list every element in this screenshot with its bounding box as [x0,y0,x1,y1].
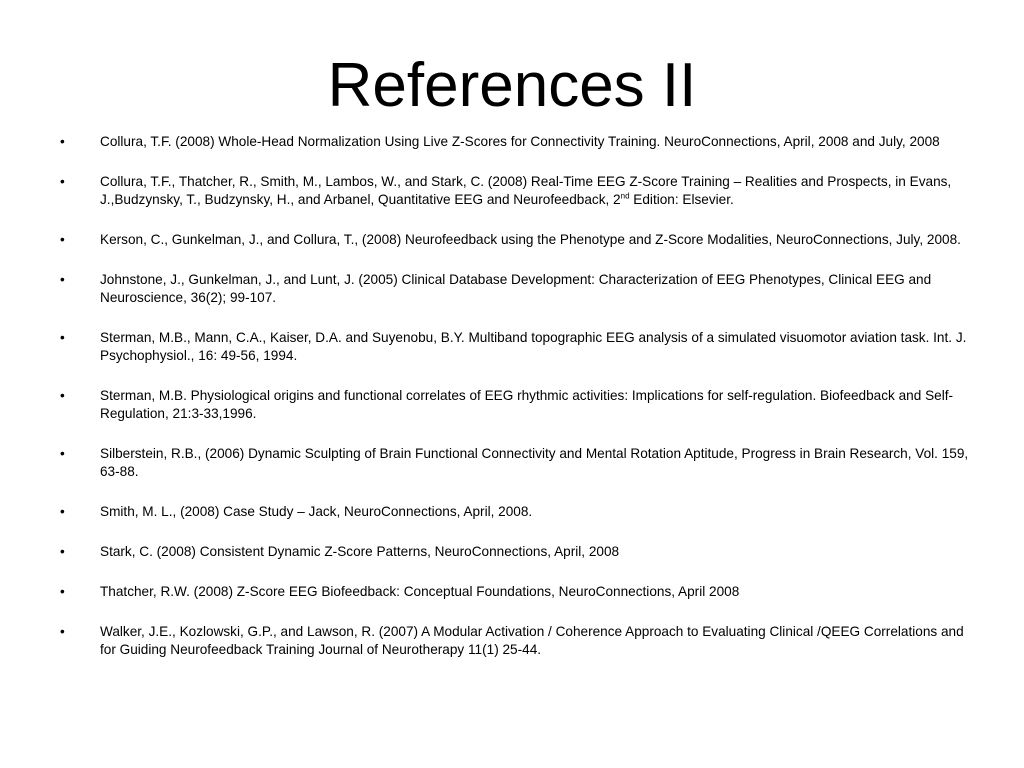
reference-item [60,271,970,307]
reference-list [60,133,970,681]
reference-text: Smith, M. L., (2008) Case Study – Jack, NeuroConnections, April, 2008. [100,504,533,519]
reference-text: Collura, T.F. (2008) Whole-Head Normalization Using Live Z-Scores for Connectivity Training. NeuroConnections, April, 2008 and July, 2008 [100,134,940,149]
bullet-icon: • [60,388,65,403]
reference-text: Walker, J.E., Kozlowski, G.P., and Lawson, R. (2007) A Modular Activation / Coherence Approach to Evaluating Clinical /QEEG Correlations and for Guiding Neurofeedback Training Journal of Neurotherapy 11(1) 25-44. [100,624,964,657]
ordinal-superscript: nd [620,191,630,201]
bullet-icon: • [60,624,65,639]
reference-item [60,623,970,659]
bullet-icon: • [60,446,65,461]
bullet-icon: • [60,174,65,189]
reference-item [60,583,970,601]
reference-text: Thatcher, R.W. (2008) Z-Score EEG Biofeedback: Conceptual Foundations, NeuroConnections, April 2008 [100,584,740,599]
bullet-icon: • [60,232,65,247]
reference-text: Kerson, C., Gunkelman, J., and Collura, T., (2008) Neurofeedback using the Phenotype and Z-Score Modalities, NeuroConnections, July, 2008. [100,232,961,247]
reference-item [60,173,970,209]
reference-text [100,174,951,207]
reference-text-main: Collura, T.F., Thatcher, R., Smith, M., Lambos, W., and Stark, C. (2008) Real-Time EEG Z-Score Training – Realities and Prospects, in Evans, J.,Budzynsky, T., Budzynsky, H., and Arbanel, Quantitative EEG and Neurofeedback, 2 [100,174,952,207]
bullet-icon: • [60,504,65,519]
reference-text: Sterman, M.B. Physiological origins and functional correlates of EEG rhythmic activities: Implications for self-regulation. Biofeedback and Self-Regulation, 21:3-33,1996. [100,388,954,421]
reference-item [60,231,970,249]
reference-text: Stark, C. (2008) Consistent Dynamic Z-Score Patterns, NeuroConnections, April, 2008 [100,544,620,559]
bullet-icon: • [60,544,65,559]
reference-text: Johnstone, J., Gunkelman, J., and Lunt, J. (2005) Clinical Database Development: Characterization of EEG Phenotypes, Clinical EEG and Neuroscience, 36(2); 99-107. [100,272,932,305]
reference-text: Sterman, M.B., Mann, C.A., Kaiser, D.A. and Suyenobu, B.Y. Multiband topographic EEG analysis of a simulated visuomotor aviation task. Int. J. Psychophysiol., 16: 49-56, 1994. [100,330,967,363]
reference-item [60,133,970,151]
reference-item [60,503,970,521]
slide-title: References II [327,51,697,120]
bullet-icon: • [60,584,65,599]
bullet-icon: • [60,272,65,287]
reference-text-tail: Edition: Elsevier. [629,192,734,207]
reference-item [60,543,970,561]
reference-text: Silberstein, R.B., (2006) Dynamic Sculpting of Brain Functional Connectivity and Mental Rotation Aptitude, Progress in Brain Research, Vol. 159, 63-88. [100,446,969,479]
bullet-icon: • [60,330,65,345]
bullet-icon: • [60,134,65,149]
reference-item [60,387,970,423]
reference-item [60,329,970,365]
reference-item [60,445,970,481]
